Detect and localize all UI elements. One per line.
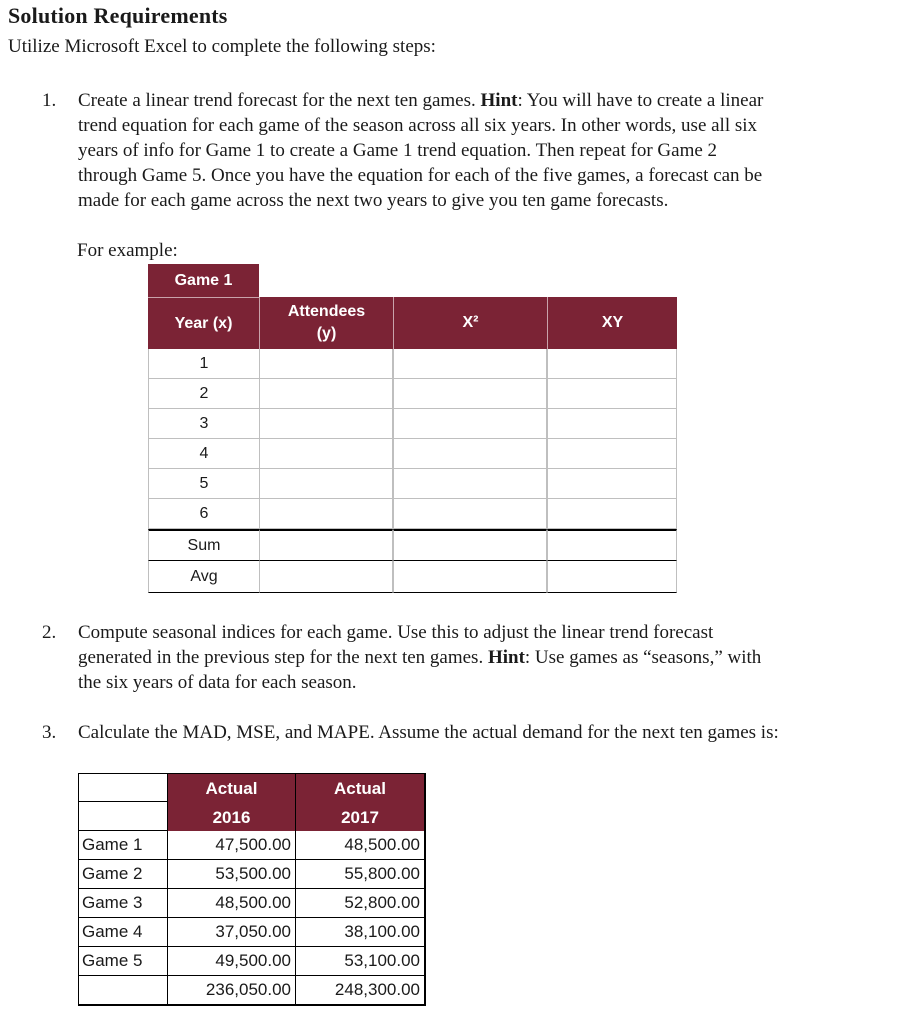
- game-row-label: Game 3: [78, 889, 168, 918]
- game-row-label: Game 2: [78, 860, 168, 889]
- game-row-label: Game 1: [78, 831, 168, 860]
- trend-row-label: 2: [148, 379, 259, 409]
- year-header: Year (x): [148, 297, 259, 349]
- actual-2016-value[interactable]: 53,500.00: [168, 860, 296, 889]
- trend-row-label: 3: [148, 409, 259, 439]
- page-heading: Solution Requirements: [8, 3, 228, 28]
- trend-table-cell[interactable]: [547, 349, 677, 379]
- trend-table-cell[interactable]: [393, 439, 547, 469]
- step-2-line-2: generated in the previous step for the next ten games. Hint: Use games as “seasons,” with: [78, 647, 762, 668]
- trend-table-cell[interactable]: [259, 499, 393, 529]
- total-2017-value[interactable]: 248,300.00: [296, 976, 426, 1006]
- actual-2017-value[interactable]: 52,800.00: [296, 889, 426, 918]
- actual-2016-header: Actual 2016: [168, 773, 296, 831]
- actual-2017-value[interactable]: 48,500.00: [296, 831, 426, 860]
- blank-header-cell: [78, 773, 168, 802]
- trend-row-label: 6: [148, 499, 259, 529]
- example-label: For example:: [77, 240, 178, 261]
- trend-table-cell[interactable]: [393, 409, 547, 439]
- step-1-line-5: made for each game across the next two years to give you ten game forecasts.: [78, 190, 669, 211]
- trend-row-label-sum: Sum: [148, 529, 259, 561]
- blank-header-cell-2: [78, 802, 168, 831]
- step-1-line-3: years of info for Game 1 to create a Game 1 trend equation. Then repeat for Game 2: [78, 140, 718, 161]
- trend-row-label-avg: Avg: [148, 561, 259, 593]
- trend-table-cell[interactable]: [547, 529, 677, 561]
- step-1: [42, 88, 892, 218]
- trend-row-label: 1: [148, 349, 259, 379]
- step-3-number: 3.: [42, 722, 57, 743]
- step-1-number: 1.: [42, 90, 57, 111]
- actual-2016-value[interactable]: 49,500.00: [168, 947, 296, 976]
- xy-header: XY: [547, 297, 677, 349]
- step-3-text: [78, 720, 779, 745]
- x-squared-header: X²: [393, 297, 547, 349]
- trend-table-cell[interactable]: [393, 561, 547, 593]
- trend-table-cell[interactable]: [393, 499, 547, 529]
- trend-row-label: 4: [148, 439, 259, 469]
- step-3-line-1: Calculate the MAD, MSE, and MAPE. Assume the actual demand for the next ten games is:: [78, 722, 779, 743]
- actual-2017-value[interactable]: 55,800.00: [296, 860, 426, 889]
- trend-table-cell[interactable]: [393, 469, 547, 499]
- trend-table-cell[interactable]: [259, 469, 393, 499]
- actual-2017-value[interactable]: 53,100.00: [296, 947, 426, 976]
- trend-table-cell[interactable]: [547, 499, 677, 529]
- trend-table-cell[interactable]: [259, 409, 393, 439]
- actual-2016-value[interactable]: 37,050.00: [168, 918, 296, 947]
- game-label-header: Game 1: [148, 264, 259, 297]
- actual-2017-value[interactable]: 38,100.00: [296, 918, 426, 947]
- trend-table-cell[interactable]: [547, 561, 677, 593]
- trend-table-cell[interactable]: [259, 529, 393, 561]
- actual-2017-header: Actual 2017: [296, 773, 426, 831]
- step-1-text: [78, 88, 763, 213]
- game-row-label: Game 4: [78, 918, 168, 947]
- trend-table-cell[interactable]: [547, 379, 677, 409]
- intro-text: Utilize Microsoft Excel to complete the following steps:: [8, 36, 436, 57]
- trend-table-cell[interactable]: [259, 561, 393, 593]
- step-2: [42, 620, 892, 700]
- trend-table-cell[interactable]: [547, 409, 677, 439]
- step-2-line-1: Compute seasonal indices for each game. Use this to adjust the linear trend forecast: [78, 622, 714, 643]
- step-1-line-4: through Game 5. Once you have the equation for each of the five games, a forecast can be: [78, 165, 763, 186]
- game-row-label: Game 5: [78, 947, 168, 976]
- step-3: [42, 720, 902, 750]
- trend-table-cell[interactable]: [259, 379, 393, 409]
- trend-table-cell[interactable]: [393, 529, 547, 561]
- trend-table-cell[interactable]: [547, 439, 677, 469]
- actual-2016-value[interactable]: 47,500.00: [168, 831, 296, 860]
- step-2-text: [78, 620, 761, 695]
- trend-table-cell[interactable]: [393, 379, 547, 409]
- step-1-line-1: Create a linear trend forecast for the next ten games. Hint: You will have to create a linear: [78, 90, 764, 111]
- trend-table-cell[interactable]: [393, 349, 547, 379]
- step-2-number: 2.: [42, 622, 57, 643]
- trend-row-label: 5: [148, 469, 259, 499]
- attendees-header: Attendees (y): [259, 297, 393, 349]
- total-2016-value[interactable]: 236,050.00: [168, 976, 296, 1006]
- totals-row-label: [78, 976, 168, 1006]
- trend-table-cell[interactable]: [259, 439, 393, 469]
- step-1-line-2: trend equation for each game of the season across all six years. In other words, use all six: [78, 115, 758, 136]
- trend-table-cell[interactable]: [547, 469, 677, 499]
- actual-2016-value[interactable]: 48,500.00: [168, 889, 296, 918]
- step-2-line-3: the six years of data for each season.: [78, 672, 357, 693]
- trend-table-cell[interactable]: [259, 349, 393, 379]
